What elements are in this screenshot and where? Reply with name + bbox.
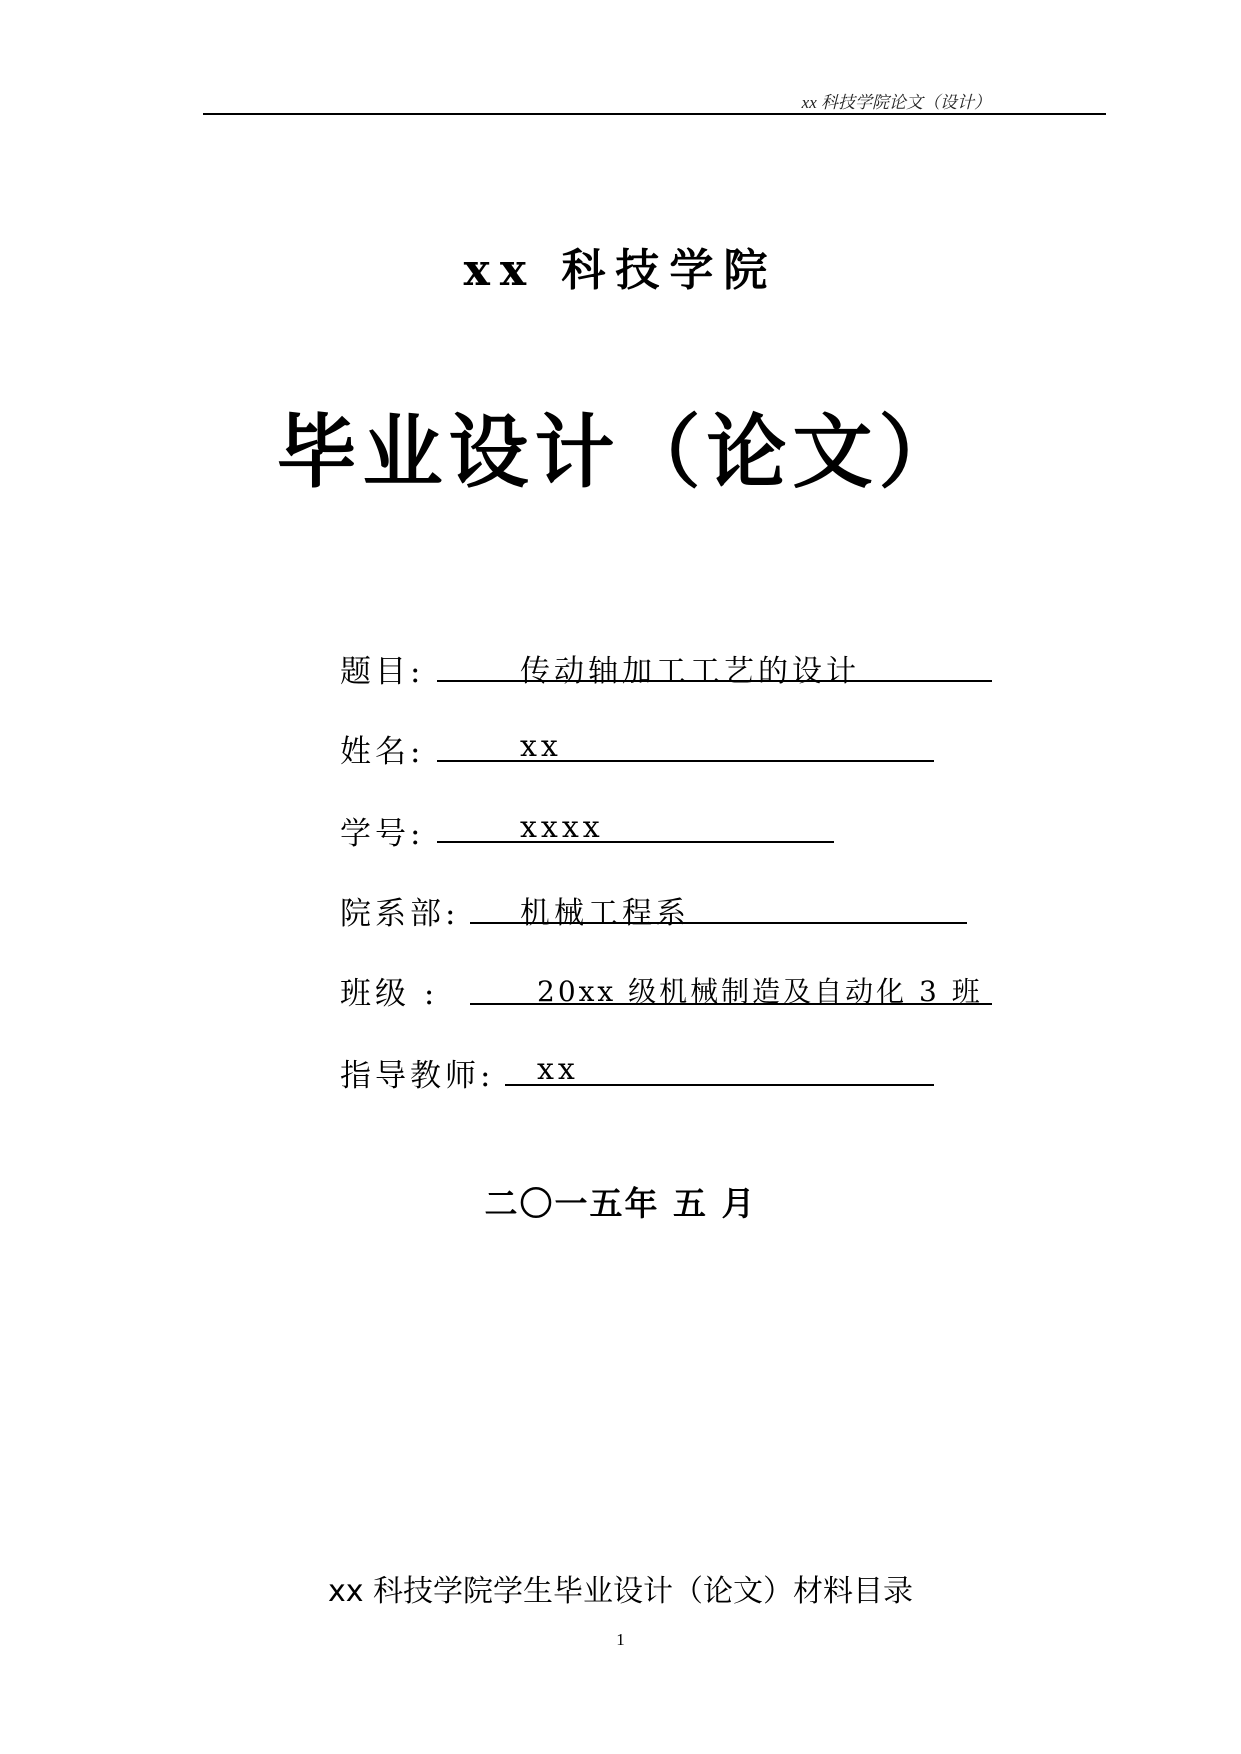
page-number: 1 xyxy=(616,1630,625,1649)
submission-date: 二〇一五年 五 月 xyxy=(484,1184,757,1223)
field-label-student-id: 学号: xyxy=(340,816,425,852)
field-label-topic: 题目: xyxy=(340,654,425,690)
catalog-title: xx 科技学院学生毕业设计（论文）材料目录 xyxy=(327,1574,914,1609)
school-name: xx 科技学院 xyxy=(463,245,778,296)
field-value-name: xx xyxy=(520,729,562,764)
running-header: xx 科技学院论文（设计） xyxy=(801,93,991,112)
document-title: 毕业设计（论文） xyxy=(276,406,965,499)
field-value-department: 机械工程系 xyxy=(520,896,690,931)
field-label-department: 院系部: xyxy=(340,896,460,932)
field-value-topic: 传动轴加工工艺的设计 xyxy=(520,654,860,689)
field-underline-name xyxy=(437,760,934,762)
field-value-advisor: xx xyxy=(537,1052,579,1087)
field-label-name: 姓名: xyxy=(340,734,425,770)
field-label-class: 班级 : xyxy=(340,976,439,1012)
header-rule xyxy=(203,113,1106,115)
field-label-advisor: 指导教师: xyxy=(340,1058,495,1094)
field-value-class: 20xx 级机械制造及自动化 3 班 xyxy=(537,975,983,1008)
field-underline-student-id xyxy=(437,841,834,843)
field-value-student-id: xxxx xyxy=(520,810,604,845)
